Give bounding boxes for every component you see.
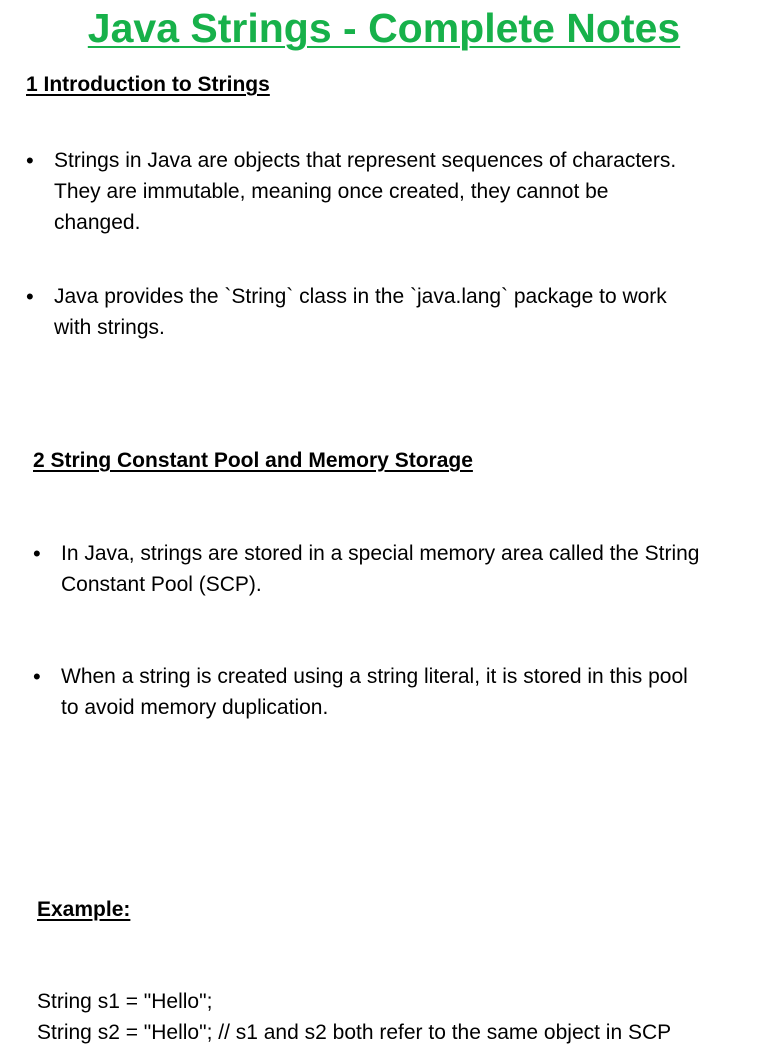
bullet-line: to avoid memory duplication. xyxy=(61,696,329,719)
code-line: String s1 = "Hello"; xyxy=(37,990,213,1013)
bullet-line: They are immutable, meaning once created, they cannot be xyxy=(54,180,609,203)
bullet-line: In Java, strings are stored in a special memory area called the String xyxy=(61,542,700,565)
bullet-line: Java provides the `String` class in the `java.lang` package to work xyxy=(54,285,667,308)
bullet-line: When a string is created using a string literal, it is stored in this pool xyxy=(61,665,688,688)
bullet-line: Strings in Java are objects that represent sequences of characters. xyxy=(54,149,677,172)
example-heading: Example: xyxy=(37,898,131,921)
section-heading-string-constant-pool: 2 String Constant Pool and Memory Storage xyxy=(33,449,473,472)
bullet-icon: • xyxy=(33,541,41,566)
bullet-line: changed. xyxy=(54,211,141,234)
bullet-line: with strings. xyxy=(54,316,165,339)
bullet-icon: • xyxy=(26,284,34,309)
bullet-line: Constant Pool (SCP). xyxy=(61,573,262,596)
section-heading-introduction: 1 Introduction to Strings xyxy=(26,73,270,96)
code-line: String s2 = "Hello"; // s1 and s2 both refer to the same object in SCP xyxy=(37,1021,672,1044)
bullet-icon: • xyxy=(33,664,41,689)
page-title: Java Strings - Complete Notes xyxy=(87,5,681,51)
bullet-icon: • xyxy=(26,148,34,173)
